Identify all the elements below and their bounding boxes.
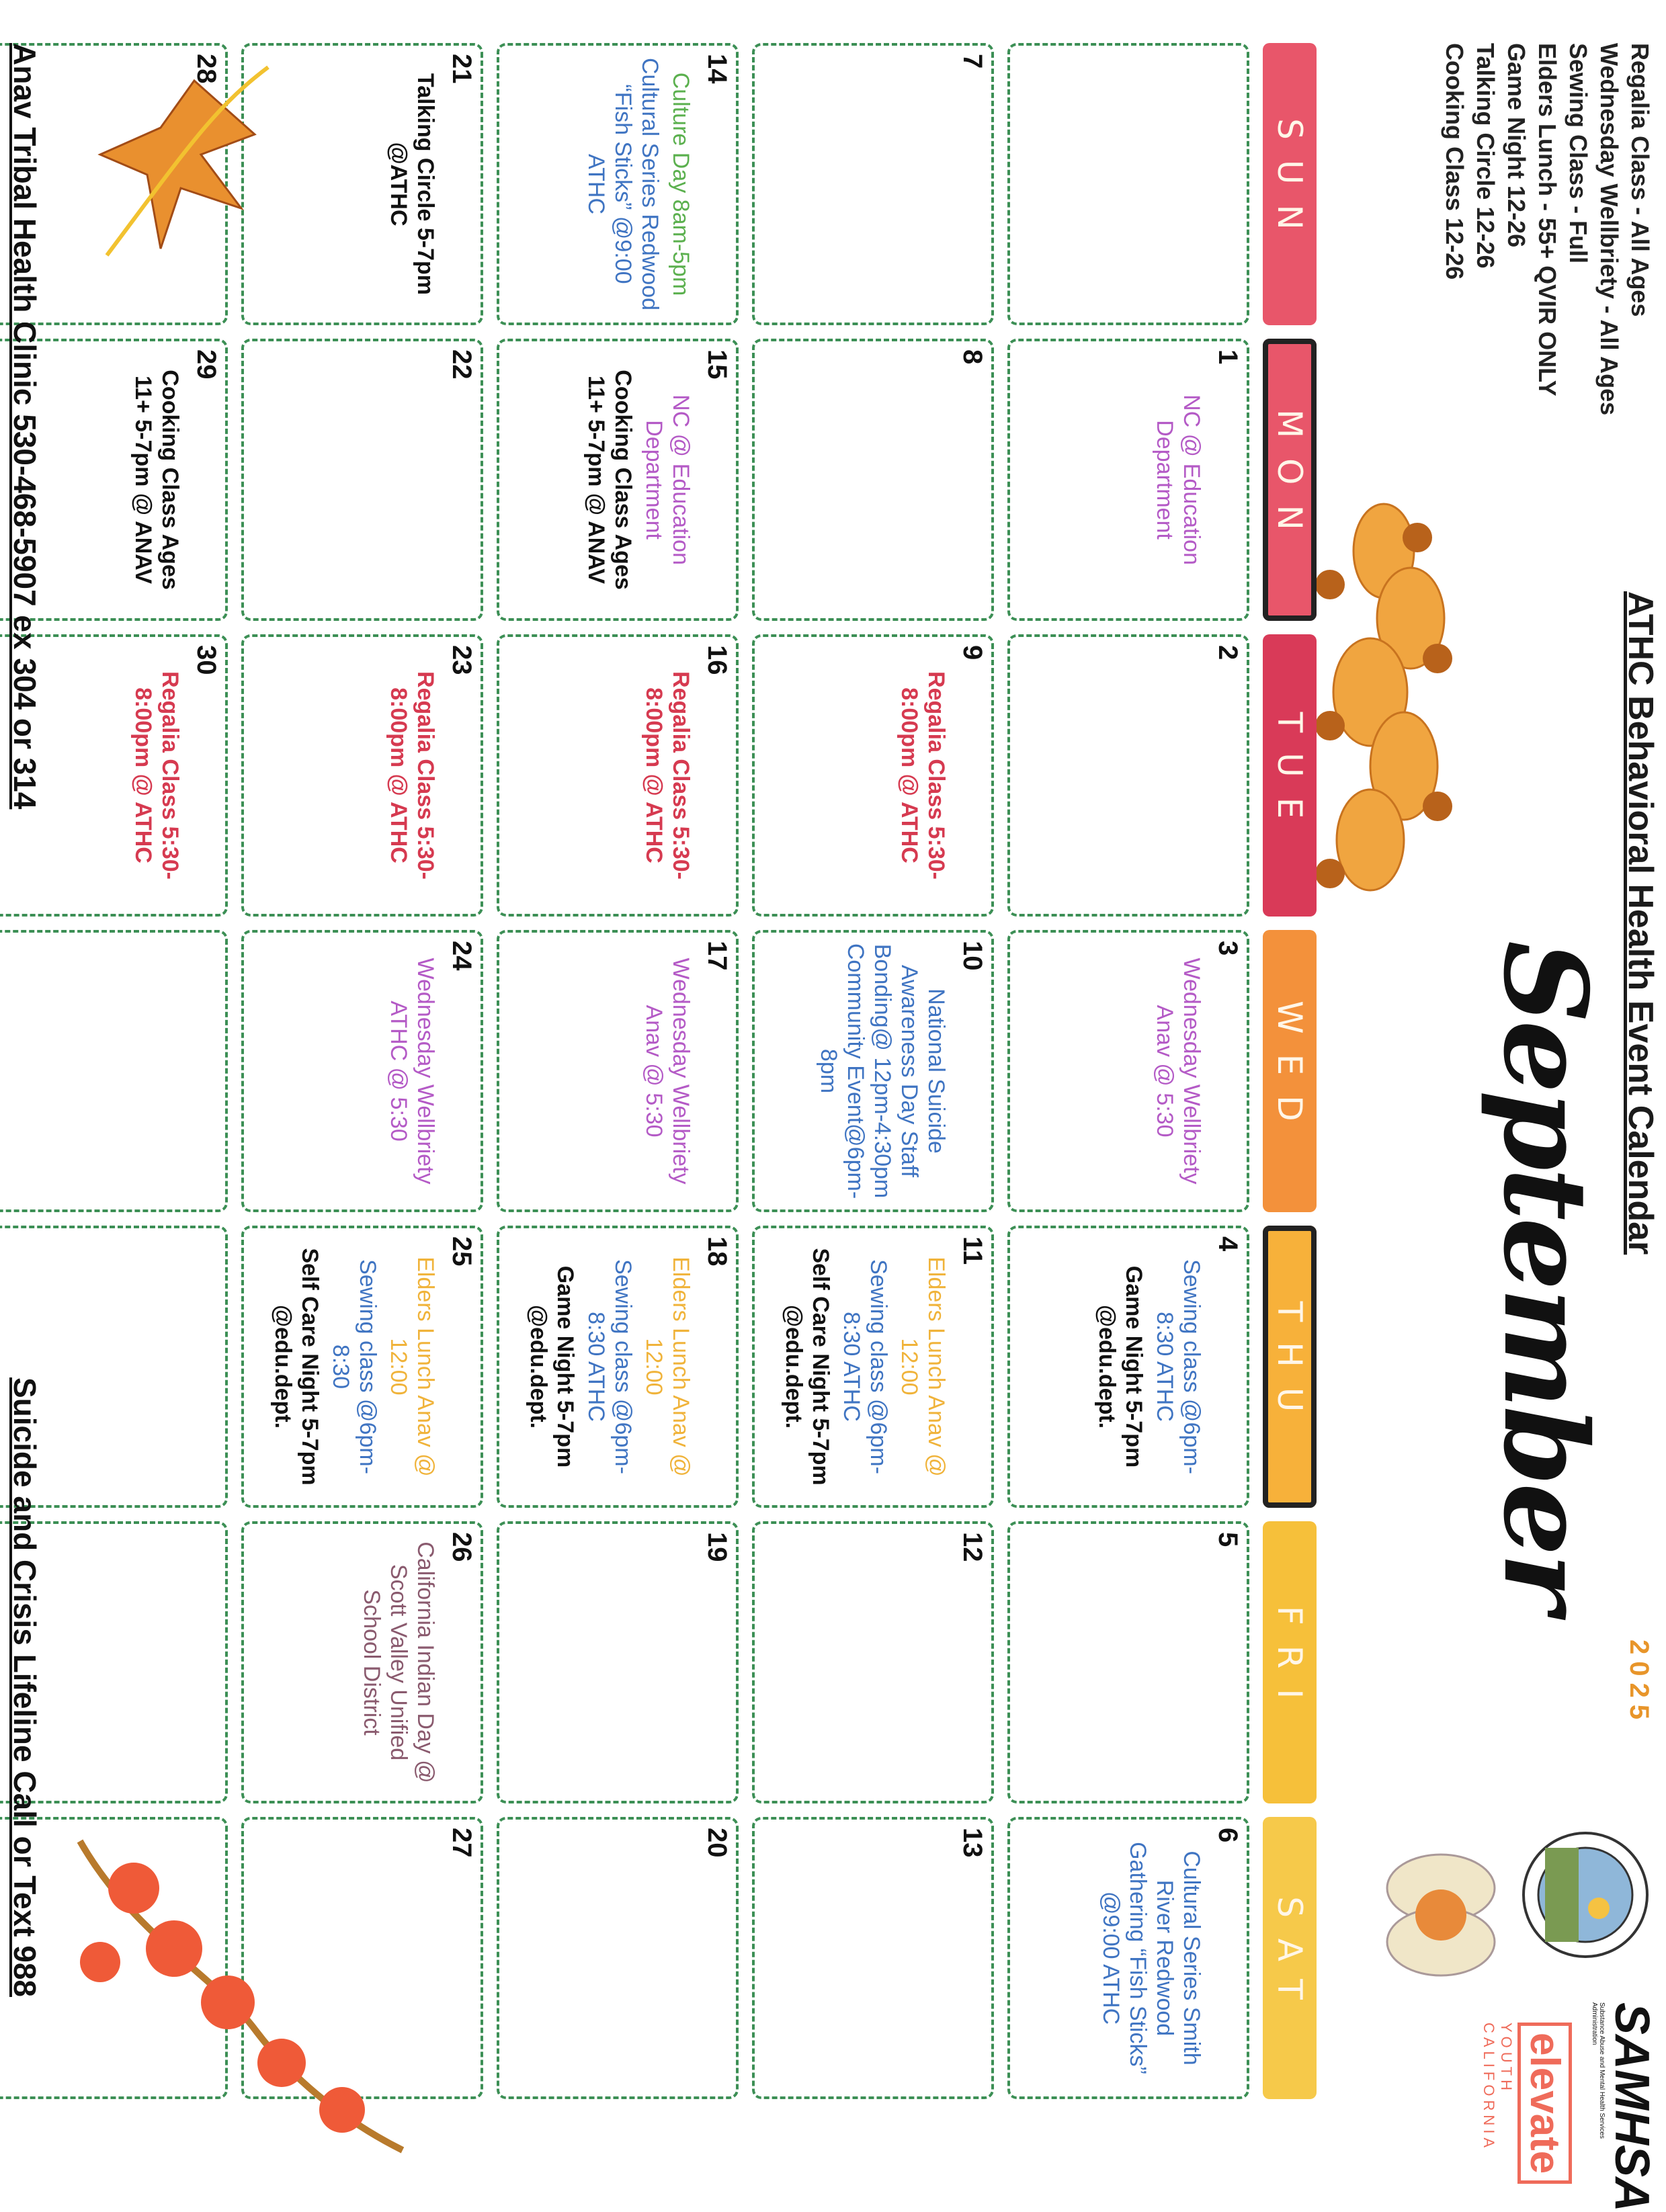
event-text: Regalia Class 5:30-8:00pm @ ATHC — [130, 671, 183, 880]
event-text: Culture Day 8am-5pm — [668, 72, 694, 296]
day-cell — [497, 1521, 739, 1803]
day-number: 5 — [1213, 1532, 1243, 1547]
event-text: California Indian Day @ Scott Valley Unified School District — [359, 1541, 438, 1783]
event-text: Elders Lunch Anav @ 12:00 — [897, 1257, 949, 1477]
day-cell — [0, 930, 228, 1212]
day-number: 17 — [702, 941, 732, 971]
day-number: 1 — [1213, 349, 1243, 365]
day-number: 10 — [958, 941, 987, 971]
day-header-thu: THU — [1263, 1226, 1317, 1508]
day-cell — [497, 930, 739, 1212]
event-text: National Suicide Awareness Day Staff Bonding@ 12pm-4:30pm Community Event@6pm-8pm — [816, 943, 949, 1199]
legend-item: Regalia Class - All Ages — [1626, 43, 1654, 317]
oak-leaves-decoration — [1296, 497, 1464, 914]
day-cell — [497, 1226, 739, 1508]
day-cell — [1007, 1521, 1249, 1803]
autumn-leaf-decoration — [93, 54, 295, 269]
day-header-fri: FRI — [1263, 1521, 1317, 1803]
day-cell — [1007, 930, 1249, 1212]
event-text: Wednesday Wellbriety Anav @ 5:30 — [1152, 958, 1204, 1185]
day-number: 28 — [192, 54, 221, 84]
day-header-tue: TUE — [1263, 634, 1317, 917]
day-cell — [752, 1226, 994, 1508]
day-number: 23 — [447, 645, 476, 675]
event-text: Elders Lunch Anav @ 12:00 — [641, 1257, 694, 1477]
day-number: 29 — [192, 349, 221, 380]
day-cell — [752, 43, 994, 325]
event-text: Regalia Class 5:30-8:00pm @ ATHC — [386, 671, 438, 880]
day-header-sun: SUN — [1263, 43, 1317, 325]
event-text: NC @ Education Department — [641, 394, 694, 565]
day-cell — [1007, 43, 1249, 325]
year: 2025 — [1624, 1640, 1654, 1726]
day-header-wed: WED — [1263, 930, 1317, 1212]
day-number: 9 — [958, 645, 987, 661]
maple-branch-decoration — [53, 1828, 416, 2164]
legend-item: Elders Lunch - 55+ QVIR ONLY — [1534, 43, 1561, 396]
day-number: 19 — [702, 1532, 732, 1562]
day-number: 16 — [702, 645, 732, 675]
day-cell — [1007, 1226, 1249, 1508]
day-cell — [752, 1817, 994, 2099]
day-cell — [241, 930, 483, 1212]
legend-item: Game Night 12-26 — [1503, 43, 1530, 248]
elevate-logo: elevate — [1517, 2023, 1572, 2184]
day-cell — [1007, 634, 1249, 917]
event-text: Cultural Series Smith River Redwood Gathering “Fish Sticks” @9:00 ATHC — [1098, 1842, 1204, 2074]
day-header-sat: SAT — [1263, 1817, 1317, 2099]
event-text: Wednesday Wellbriety Anav @ 5:30 — [641, 958, 694, 1185]
day-cell — [241, 634, 483, 917]
event-text: Cooking Class Ages 11+ 5-7pm @ ANAV — [583, 370, 636, 590]
day-number: 8 — [958, 349, 987, 365]
event-text: Wednesday Wellbriety ATHC @ 5:30 — [386, 958, 438, 1185]
day-number: 21 — [447, 54, 476, 84]
event-text: Self Care Night 5-7pm @edu.dept. — [270, 1248, 323, 1486]
day-cell — [497, 1817, 739, 2099]
day-number: 7 — [958, 54, 987, 69]
day-cell — [497, 43, 739, 325]
elevate-subtitle: YOUTH CALIFORNIA — [1481, 2023, 1515, 2152]
day-cell — [752, 339, 994, 621]
day-cell — [497, 339, 739, 621]
day-number: 22 — [447, 349, 476, 380]
day-cell — [241, 1521, 483, 1803]
youth-feather-logo — [1377, 1841, 1505, 1989]
event-text: NC @ Education Department — [1152, 394, 1204, 565]
day-number: 26 — [447, 1532, 476, 1562]
page-title — [1620, 591, 1661, 1868]
event-text: Cultural Series Redwood “Fish Sticks” @9:00 ATHC — [583, 57, 663, 311]
event-text: Cooking Class Ages 11+ 5-7pm @ ANAV — [130, 370, 183, 590]
day-cell — [752, 930, 994, 1212]
day-number: 11 — [958, 1236, 987, 1265]
day-number: 12 — [958, 1532, 987, 1562]
day-number: 3 — [1213, 941, 1243, 956]
month-script-title: September — [1478, 941, 1612, 1611]
legend-item: Talking Circle 12-26 — [1472, 43, 1499, 269]
legend-item: Wednesday Wellbriety - All Ages — [1595, 43, 1623, 416]
day-number: 15 — [702, 349, 732, 380]
day-cell — [1007, 339, 1249, 621]
day-header-mon: MON — [1263, 339, 1317, 621]
day-number: 30 — [192, 645, 221, 675]
day-number: 27 — [447, 1828, 476, 1858]
day-number: 13 — [958, 1828, 987, 1858]
day-number: 25 — [447, 1236, 476, 1267]
day-number: 18 — [702, 1236, 732, 1267]
day-number: 20 — [702, 1828, 732, 1858]
event-text: Sewing class @6pm-8:30 ATHC — [1152, 1259, 1204, 1474]
day-number: 6 — [1213, 1828, 1243, 1843]
day-cell — [752, 1521, 994, 1803]
day-number: 4 — [1213, 1236, 1243, 1252]
day-number: 2 — [1213, 645, 1243, 661]
event-text: Game Night 5-7pm @edu.dept. — [526, 1265, 578, 1468]
day-cell — [241, 1226, 483, 1508]
samhsa-subtitle: Substance Abuse and Mental Health Services Administration — [1591, 2002, 1606, 2139]
footer-clinic-phone: Anav Tribal Health Clinic 530-468-5907 ex 304 or 314 — [7, 43, 42, 810]
event-text: Sewing class @6pm-8:30 ATHC — [583, 1259, 636, 1474]
event-text: Self Care Night 5-7pm @edu.dept. — [781, 1248, 833, 1486]
title-text: ATHC Behavioral Health Event Calendar — [1621, 591, 1660, 1255]
footer-crisis-line: Suicide and Crisis Lifeline Call or Text 988 — [7, 1377, 42, 1997]
day-number: 14 — [702, 54, 732, 84]
samhsa-logo: SAMHSA — [1605, 2002, 1659, 2212]
event-text: Regalia Class 5:30-8:00pm @ ATHC — [641, 671, 694, 880]
day-cell — [241, 339, 483, 621]
legend-item: Sewing Class - Full — [1565, 43, 1592, 264]
day-cell — [497, 634, 739, 917]
legend-item: Cooking Class 12-26 — [1441, 43, 1468, 280]
day-cell — [1007, 1817, 1249, 2099]
legend — [1439, 43, 1655, 513]
logos — [1370, 1828, 1659, 2212]
day-cell — [752, 634, 994, 917]
scott-valley-seal-logo — [1518, 1828, 1653, 1962]
event-text: Regalia Class 5:30-8:00pm @ ATHC — [897, 671, 949, 880]
event-text: Sewing class @6pm-8:30 ATHC — [839, 1259, 891, 1474]
day-number: 24 — [447, 941, 476, 971]
event-text: Talking Circle 5-7pm @ATHC — [386, 73, 438, 296]
event-text: Game Night 5-7pm @edu.dept. — [1094, 1265, 1147, 1468]
event-text: Sewing class @6pm-8:30 — [328, 1259, 380, 1474]
event-text: Elders Lunch Anav @ 12:00 — [386, 1257, 438, 1477]
